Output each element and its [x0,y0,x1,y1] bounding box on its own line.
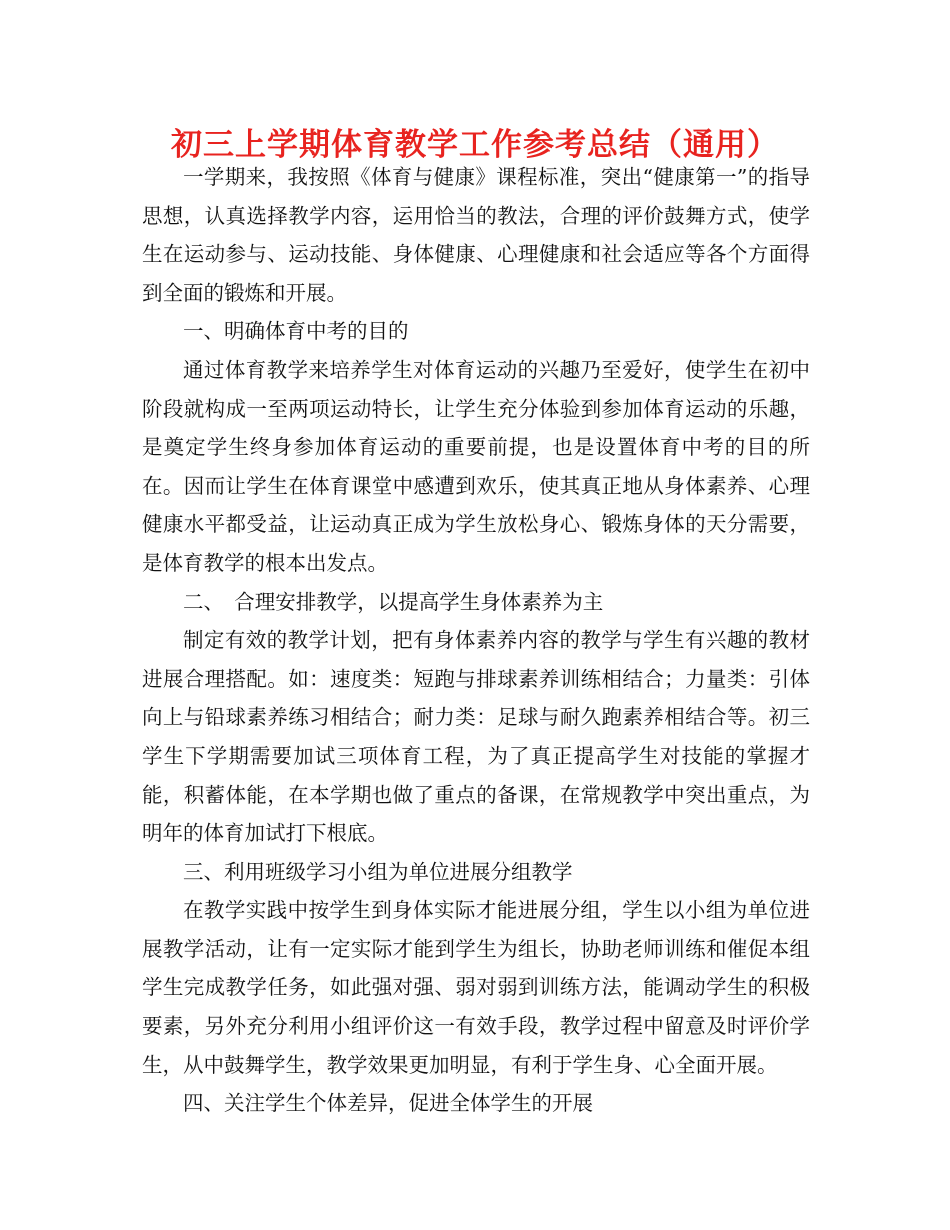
intro-paragraph: 一学期来，我按照《体育与健康》课程标准，突出“健康第一”的指导思想，认真选择教学内容，运用恰当的教法，合理的评价鼓舞方式，使学生在运动参与、运动技能、身体健康、心理健康和社会适应等各个方面得到全面的锻炼和开展。 [142,165,810,305]
document-body [142,158,810,1123]
document-title: 初三上学期体育教学工作参考总结（通用） [171,127,779,163]
section-heading-2: 二、 合理安排教学，以提高学生身体素养为主 [183,589,604,614]
section-heading-4: 四、关注学生个体差异，促进全体学生的开展 [183,1091,593,1116]
section-paragraph-3: 在教学实践中按学生到身体实际才能进展分组，学生以小组为单位进展教学活动，让有一定实际才能到学生为组长，协助老师训练和催促本组学生完成教学任务，如此强对强、弱对弱到训练方法，能调动学生的积极要素，另外充分利用小组评价这一有效手段，教学过程中留意及时评价学生，从中鼓舞学生，教学效果更加明显，有利于学生身、心全面开展。 [142,898,810,1077]
section-heading-1: 一、明确体育中考的目的 [183,319,409,344]
section-paragraph-2: 制定有效的教学计划，把有身体素养内容的教学与学生有兴趣的教材进展合理搭配。如：速度类：短跑与排球素养训练相结合；力量类：引体向上与铅球素养练习相结合；耐力类：足球与耐久跑素养相结合等。初三学生下学期需要加试三项体育工程，为了真正提高学生对技能的掌握才能，积蓄体能，在本学期也做了重点的备课，在常规教学中突出重点，为明年的体育加试打下根底。 [142,628,810,846]
section-paragraph-1: 通过体育教学来培养学生对体育运动的兴趣乃至爱好，使学生在初中阶段就构成一至两项运动特长，让学生充分体验到参加体育运动的乐趣，是奠定学生终身参加体育运动的重要前提，也是设置体育中考的目的所在。因而让学生在体育课堂中感遭到欢乐，使其真正地从身体素养、心理健康水平都受益，让运动真正成为学生放松身心、锻炼身体的天分需要，是体育教学的根本出发点。 [142,357,810,575]
section-heading-3: 三、利用班级学习小组为单位进展分组教学 [183,859,573,884]
